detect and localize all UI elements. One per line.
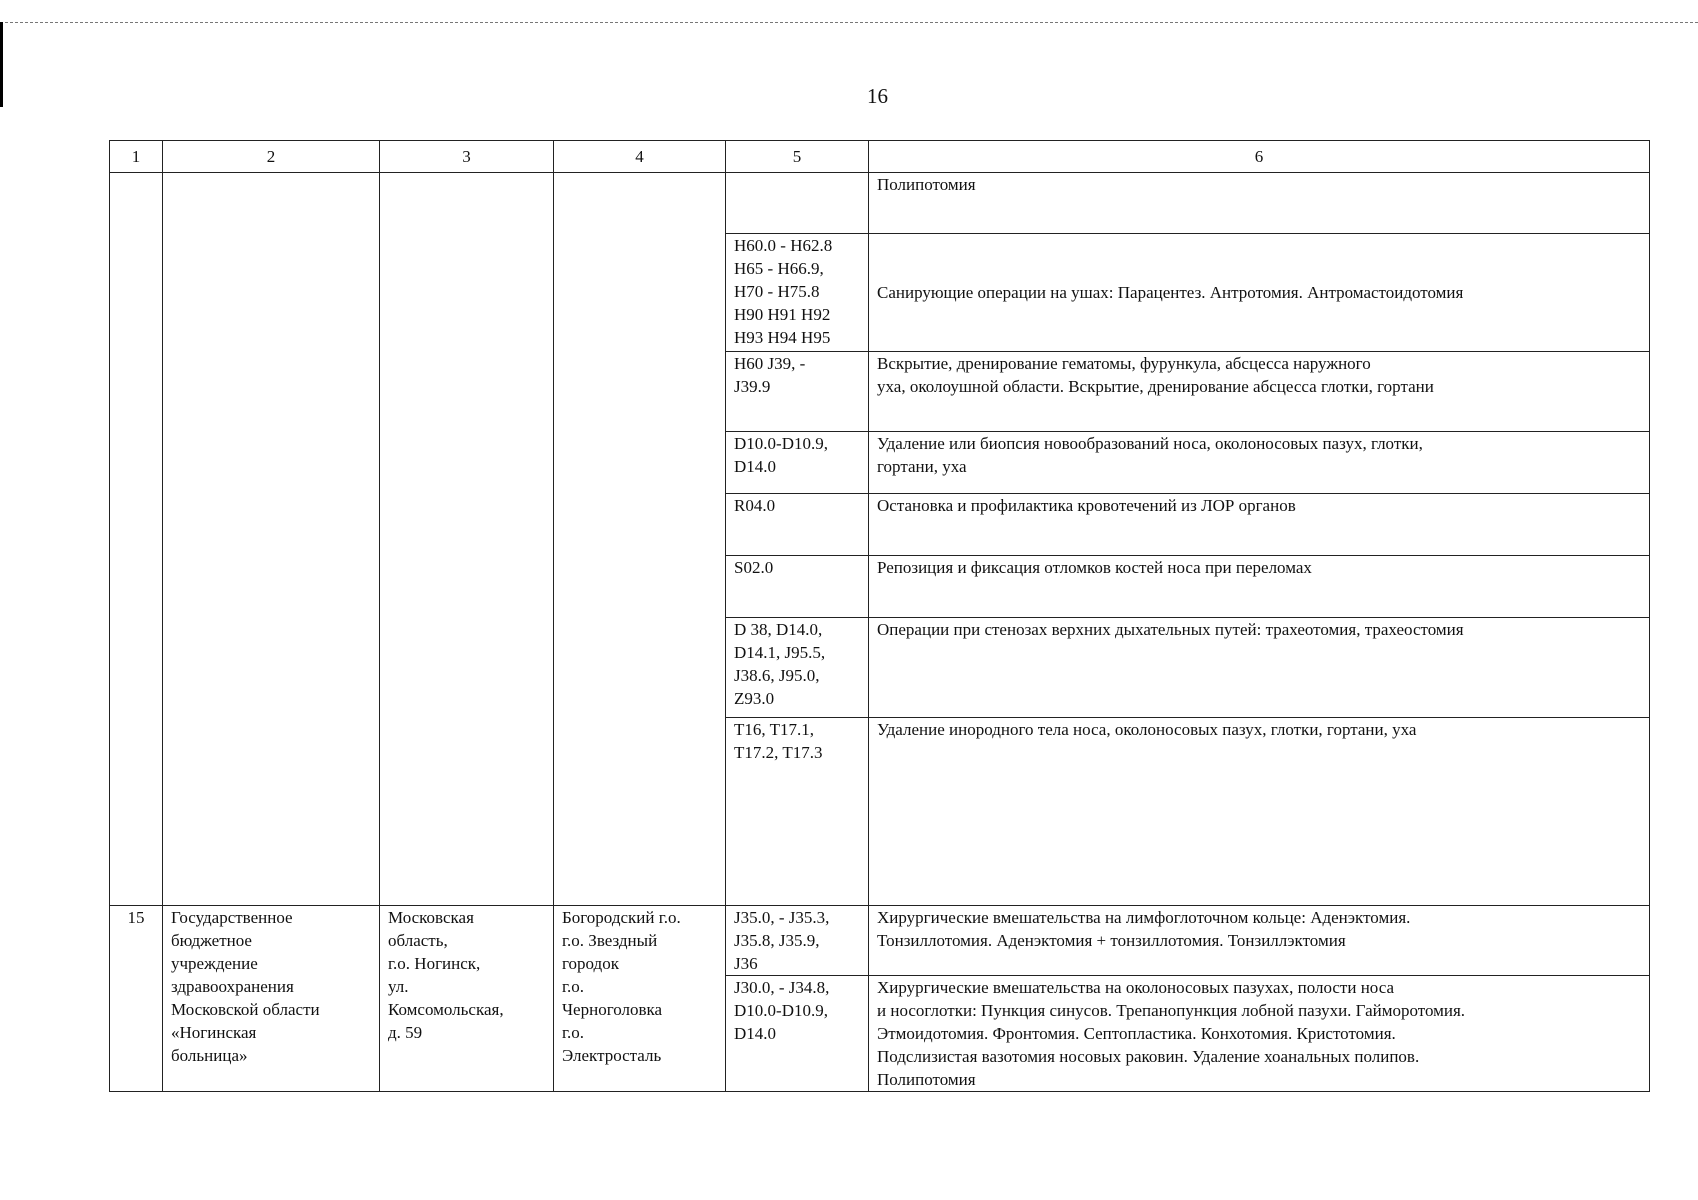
procedure-cell: Вскрытие, дренирование гематомы, фурункула, абсцесса наружного уха, околоушной области. Вскрытие, дренирование абсцесса глотки, гортани — [869, 352, 1650, 432]
procedure-cell: Хирургические вмешательства на околоносовых пазухах, полости носа и носоглотки: Пункция синусов. Трепанопункция лобной пазухи. Гайморотомия. Этмоидотомия. Фронтомия. Септопластика. Конхотомия. Кристотомия. Подслизистая вазотомия носовых раковин. Удаление хоанальных полипов. Полипотомия — [869, 976, 1650, 1092]
procedure-cell: Репозиция и фиксация отломков костей носа при переломах — [869, 556, 1650, 618]
procedure-cell: Хирургические вмешательства на лимфоглоточном кольце: Аденэктомия. Тонзиллотомия. Аденэктомия + тонзиллотомия. Тонзиллэктомия — [869, 906, 1650, 976]
column-header: 3 — [380, 141, 554, 173]
codes-cell — [726, 173, 869, 234]
codes-cell: J30.0, - J34.8, D10.0-D10.9, D14.0 — [726, 976, 869, 1092]
organization-cell: Государственное бюджетное учреждение здравоохранения Московской области «Ногинская больница» — [163, 906, 380, 1092]
procedure-cell: Операции при стенозах верхних дыхательных путей: трахеотомия, трахеостомия — [869, 618, 1650, 718]
page-number: 16 — [867, 84, 888, 108]
column-header: 2 — [163, 141, 380, 173]
column-header: 1 — [110, 141, 163, 173]
entry-number-cell — [110, 173, 163, 906]
procedure-cell: Остановка и профилактика кровотечений из ЛОР органов — [869, 494, 1650, 556]
codes-cell: S02.0 — [726, 556, 869, 618]
column-header: 4 — [554, 141, 726, 173]
table-row — [110, 906, 1650, 976]
territory-cell — [554, 173, 726, 906]
address-cell — [380, 173, 554, 906]
scan-edge-top — [0, 22, 1698, 23]
procedure-cell: Удаление инородного тела носа, околоносовых пазух, глотки, гортани, уха — [869, 718, 1650, 906]
codes-cell: H60 J39, - J39.9 — [726, 352, 869, 432]
codes-cell: D10.0-D10.9, D14.0 — [726, 432, 869, 494]
codes-cell: H60.0 - H62.8 H65 - H66.9, H70 - H75.8 H90 H91 H92 H93 H94 H95 — [726, 234, 869, 352]
entry-number-cell: 15 — [110, 906, 163, 1092]
procedure-cell: Полипотомия — [869, 173, 1650, 234]
column-header: 6 — [869, 141, 1650, 173]
procedure-cell: Санирующие операции на ушах: Парацентез. Антротомия. Антромастоидотомия — [869, 234, 1650, 352]
procedure-cell: Удаление или биопсия новообразований носа, околоносовых пазух, глотки, гортани, уха — [869, 432, 1650, 494]
codes-cell: R04.0 — [726, 494, 869, 556]
organization-cell — [163, 173, 380, 906]
column-header: 5 — [726, 141, 869, 173]
address-cell: Московская область, г.о. Ногинск, ул. Комсомольская, д. 59 — [380, 906, 554, 1092]
codes-cell: J35.0, - J35.3, J35.8, J35.9, J36 — [726, 906, 869, 976]
territory-cell: Богородский г.о. г.о. Звездный городок г.о. Черноголовка г.о. Электросталь — [554, 906, 726, 1092]
header-row — [110, 141, 1650, 173]
procedures-table — [109, 140, 1650, 1092]
codes-cell: D 38, D14.0, D14.1, J95.5, J38.6, J95.0, Z93.0 — [726, 618, 869, 718]
table-row — [110, 173, 1650, 234]
codes-cell: T16, T17.1, T17.2, T17.3 — [726, 718, 869, 906]
